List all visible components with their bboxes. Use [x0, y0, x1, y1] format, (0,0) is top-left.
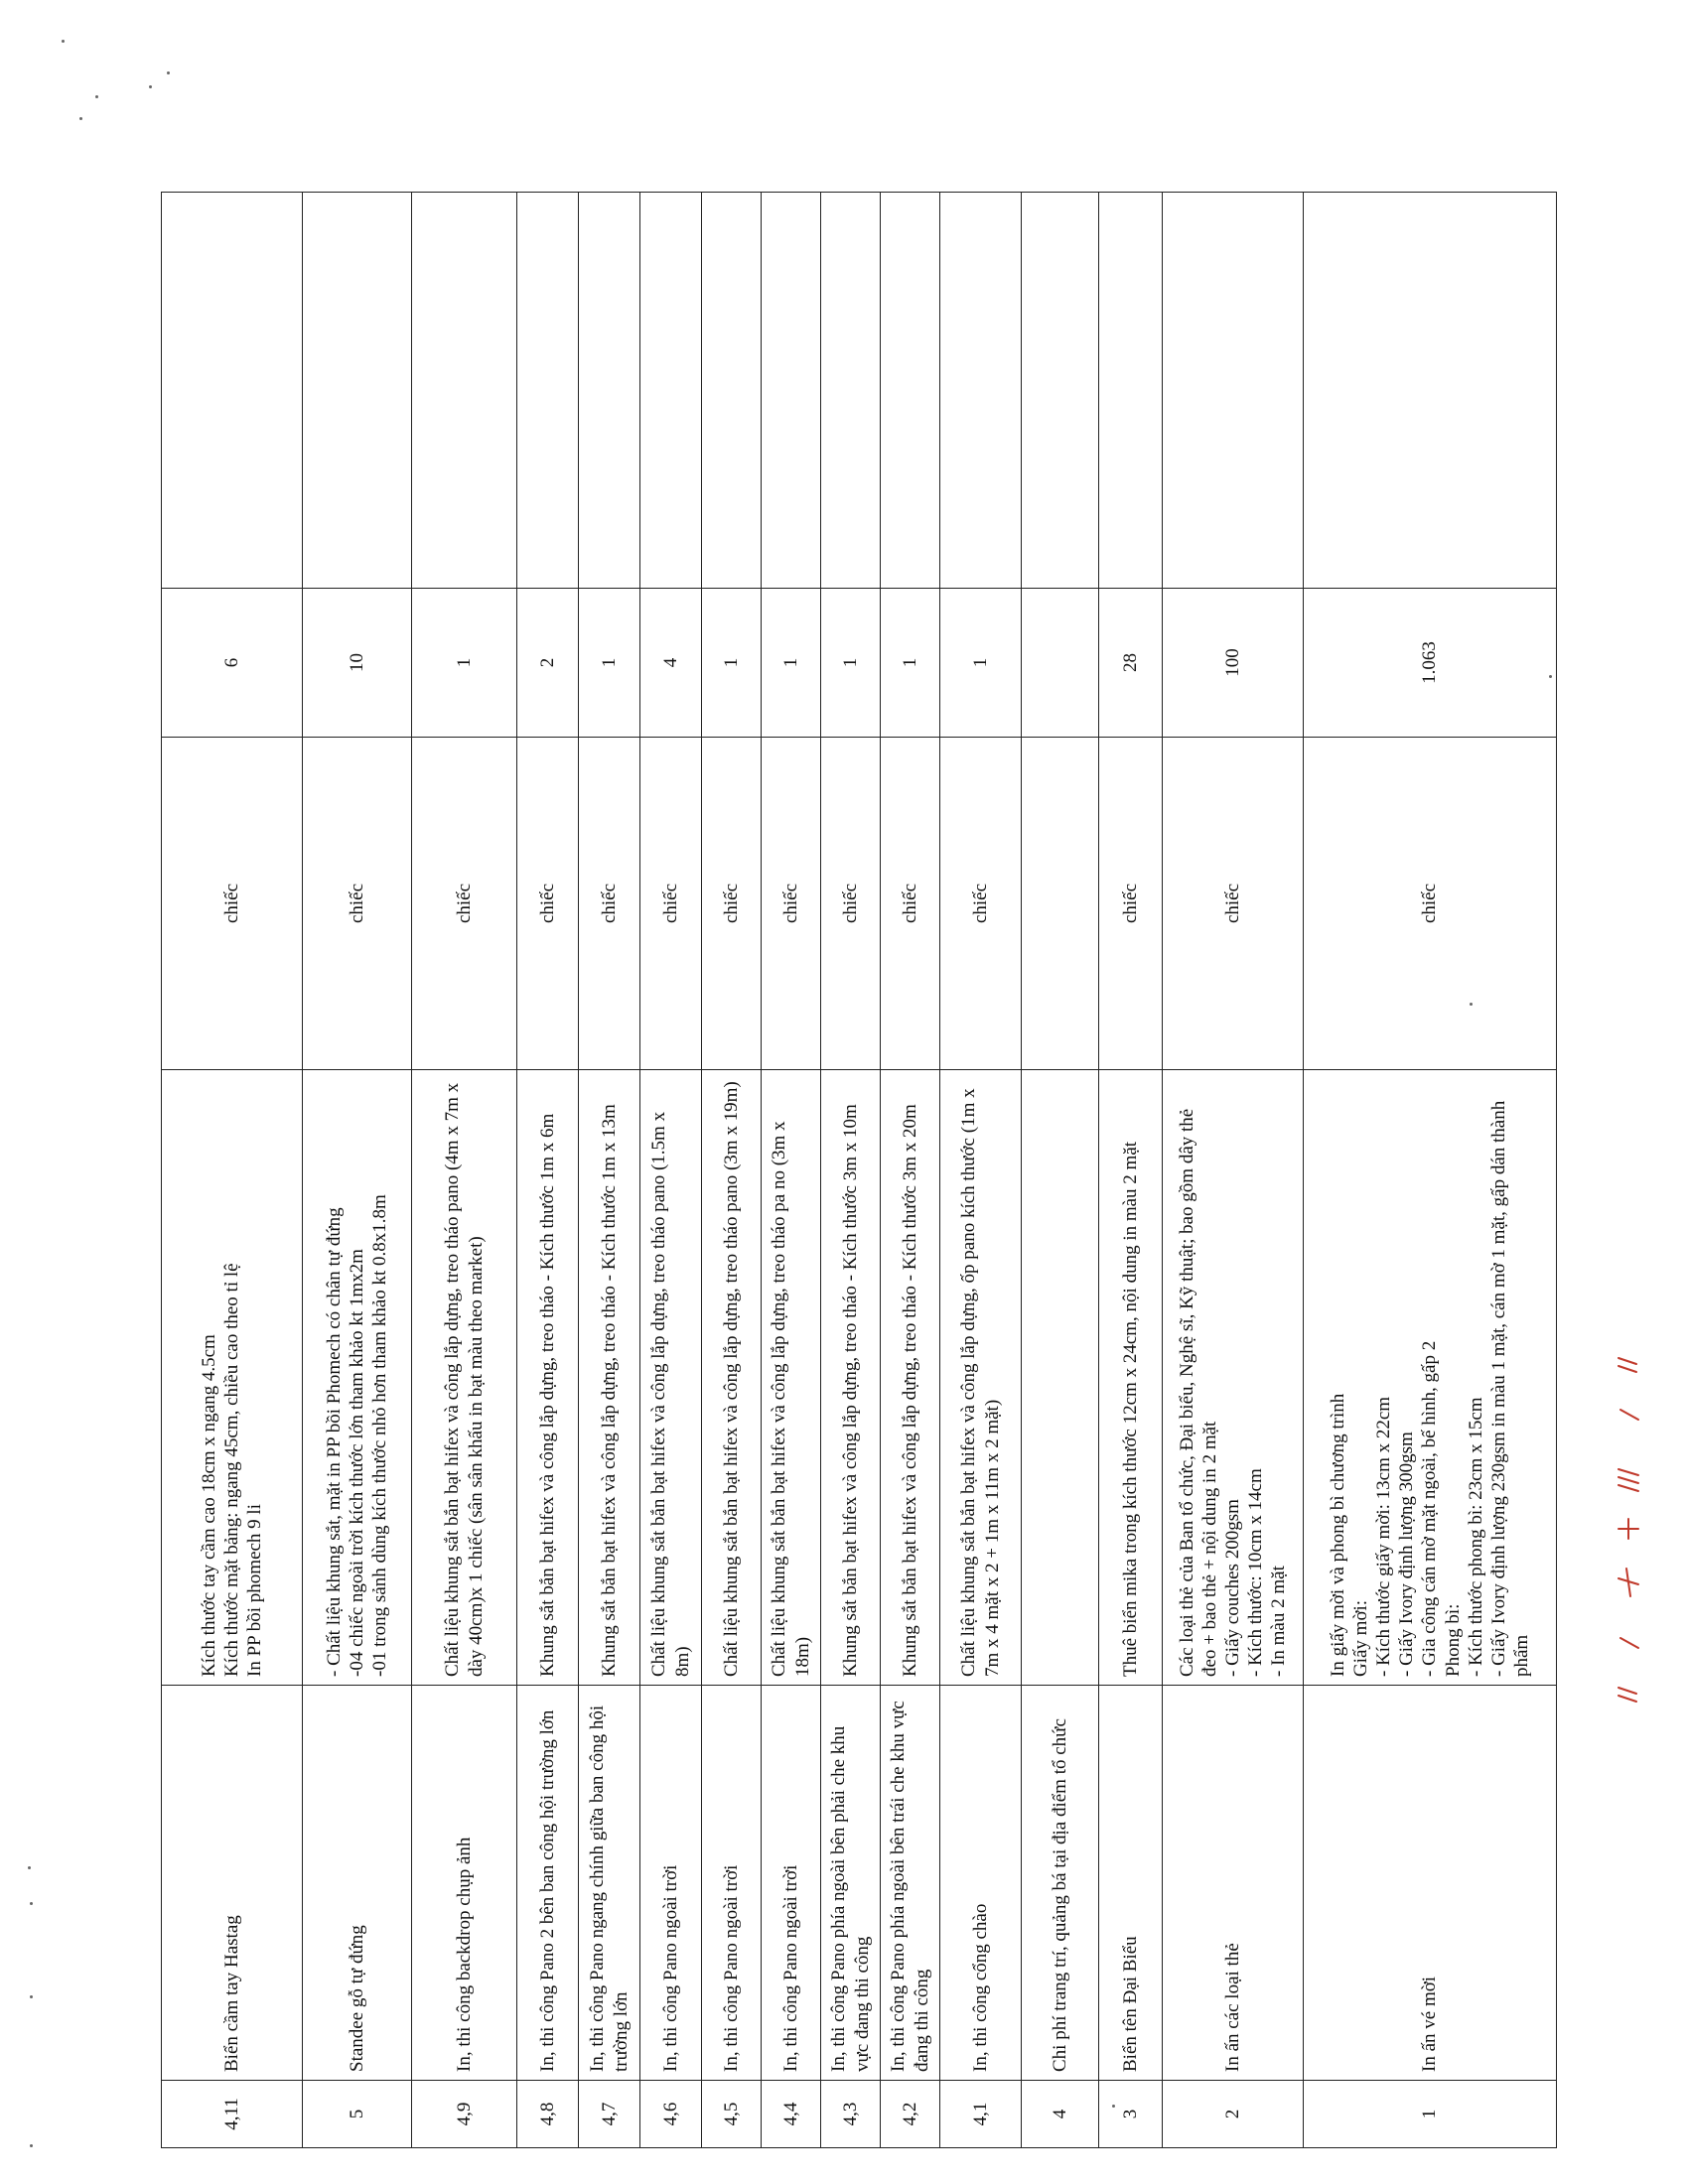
item-unit: chiếc	[1304, 738, 1557, 1070]
row-number: 4,5	[702, 2081, 762, 2148]
item-quantity: 4	[640, 589, 702, 738]
row-number: 1	[1304, 2081, 1557, 2148]
item-name: In ấn vé mời	[1304, 1686, 1557, 2081]
item-unit	[1022, 738, 1099, 1070]
item-empty-cell	[517, 193, 579, 589]
scan-speck	[1112, 2105, 1115, 2108]
row-number: 4,6	[640, 2081, 702, 2148]
item-unit: chiếc	[517, 738, 579, 1070]
item-empty-cell	[702, 193, 762, 589]
scan-speck	[95, 95, 98, 98]
item-name: In, thi công cổng chào	[940, 1686, 1022, 2081]
row-number: 5	[303, 2081, 412, 2148]
item-unit: chiếc	[1163, 738, 1304, 1070]
item-empty-cell	[162, 193, 303, 589]
item-quantity: 1	[821, 589, 881, 738]
item-empty-cell	[1099, 193, 1163, 589]
row-number: 4,11	[162, 2081, 303, 2148]
item-description: Kích thước tay cầm cao 18cm x ngang 4.5cm Kích thước mặt bảng: ngang 45cm, chiều cao theo tỉ lệ In PP bồi phomech 9 li	[162, 1070, 303, 1686]
quote-table	[161, 192, 1557, 2148]
item-empty-cell	[640, 193, 702, 589]
scan-speck	[1549, 675, 1552, 678]
row-number: 4,9	[412, 2081, 517, 2148]
table-row	[303, 193, 412, 2148]
row-number: 4,8	[517, 2081, 579, 2148]
item-empty-cell	[940, 193, 1022, 589]
item-unit: chiếc	[881, 738, 940, 1070]
table-row	[821, 193, 881, 2148]
item-empty-cell	[579, 193, 640, 589]
item-unit: chiếc	[821, 738, 881, 1070]
table-row	[1304, 193, 1557, 2148]
item-unit: chiếc	[412, 738, 517, 1070]
scan-speck	[30, 1902, 33, 1905]
item-name: In, thi công Pano ngoài trời	[702, 1686, 762, 2081]
item-unit: chiếc	[940, 738, 1022, 1070]
item-quantity: 1	[762, 589, 821, 738]
item-name: Biển cầm tay Hastag	[162, 1686, 303, 2081]
item-name: In, thi công Pano ngoài trời	[762, 1686, 821, 2081]
item-name: Chi phí trang trí, quảng bá tại địa điểm tổ chức	[1022, 1686, 1099, 2081]
quote-table-body	[162, 193, 1557, 2148]
item-empty-cell	[821, 193, 881, 589]
scan-speck	[1470, 1003, 1473, 1006]
item-quantity: 1	[881, 589, 940, 738]
item-unit: chiếc	[762, 738, 821, 1070]
item-empty-cell	[1022, 193, 1099, 589]
item-name: Standee gỗ tự đứng	[303, 1686, 412, 2081]
item-quantity: 1	[579, 589, 640, 738]
item-quantity: 100	[1163, 589, 1304, 738]
item-unit: chiếc	[303, 738, 412, 1070]
item-empty-cell	[1163, 193, 1304, 589]
item-quantity: 6	[162, 589, 303, 738]
item-unit: chiếc	[702, 738, 762, 1070]
item-empty-cell	[881, 193, 940, 589]
scan-speck	[28, 1866, 31, 1869]
item-description: Khung sắt bắn bạt hifex và công lắp dựng, treo tháo - Kích thước 3m x 10m	[821, 1070, 881, 1686]
table-row	[517, 193, 579, 2148]
scan-speck	[149, 85, 152, 88]
scan-speck	[167, 71, 170, 74]
item-empty-cell	[303, 193, 412, 589]
item-name: In, thi công Pano ngang chính giữa ban công hội trường lớn	[579, 1686, 640, 2081]
scan-speck	[30, 2144, 33, 2147]
item-description: Chất liệu khung sắt bắn bạt hifex và công lắp dựng, treo tháo pa no (3m x 18m)	[762, 1070, 821, 1686]
row-number: 4,7	[579, 2081, 640, 2148]
table-row	[1099, 193, 1163, 2148]
table-row	[1163, 193, 1304, 2148]
item-quantity	[1022, 589, 1099, 738]
item-description: Khung sắt bắn bạt hifex và công lắp dựng, treo tháo - Kích thước 3m x 20m	[881, 1070, 940, 1686]
item-unit: chiếc	[1099, 738, 1163, 1070]
scan-speck	[79, 117, 82, 120]
table-row	[412, 193, 517, 2148]
table-row	[579, 193, 640, 2148]
item-description: Khung sắt bắn bạt hifex và công lắp dựng, treo tháo - Kích thước 1m x 6m	[517, 1070, 579, 1686]
item-description	[1022, 1070, 1099, 1686]
item-unit: chiếc	[579, 738, 640, 1070]
item-description: Chất liệu khung sắt bắn bạt hifex và công lắp dựng, treo tháo pano (1.5m x 8m)	[640, 1070, 702, 1686]
item-description: Chất liệu khung sắt bắn bạt hifex và công lắp dựng, treo tháo pano (3m x 19m)	[702, 1070, 762, 1686]
item-name: In ấn các loại thẻ	[1163, 1686, 1304, 2081]
table-row	[640, 193, 702, 2148]
item-name: In, thi công Pano phía ngoài bên trái che khu vực đang thi công	[881, 1686, 940, 2081]
scan-speck	[62, 40, 65, 43]
table-row	[702, 193, 762, 2148]
row-number: 4,2	[881, 2081, 940, 2148]
row-number: 4,1	[940, 2081, 1022, 2148]
row-number: 3	[1099, 2081, 1163, 2148]
item-quantity: 10	[303, 589, 412, 738]
row-number: 4,3	[821, 2081, 881, 2148]
item-quantity: 1	[412, 589, 517, 738]
item-name: In, thi công backdrop chụp ảnh	[412, 1686, 517, 2081]
item-description: Thuê biển mika trong kích thước 12cm x 24cm, nội dung in màu 2 mặt	[1099, 1070, 1163, 1686]
item-description: Khung sắt bắn bạt hifex và công lắp dựng, treo tháo - Kích thước 1m x 13m	[579, 1070, 640, 1686]
item-description: Chất liệu khung sắt bắn bạt hifex và công lắp dựng, treo tháo pano (4m x 7m x dày 40cm)x 1 chiếc (sân sân khấu in bạt màu theo market)	[412, 1070, 517, 1686]
table-row	[881, 193, 940, 2148]
item-description: - Chất liệu khung sắt, mặt in PP bồi Phomech có chân tự đứng -04 chiếc ngoài trời kích thước lớn tham khảo kt 1mx2m -01 trong sảnh dùng kích thước nhỏ hơn tham khảo kt 0.8x1.8m	[303, 1070, 412, 1686]
item-name: In, thi công Pano 2 bên ban công hội trường lớn	[517, 1686, 579, 2081]
table-row	[1022, 193, 1099, 2148]
item-description: Các loại thẻ của Ban tổ chức, Đại biểu, Nghệ sĩ, Kỹ thuật; bao gồm dây thẻ đeo + bao thẻ + nội dung in 2 mặt - Giấy couches 200gsm - Kích thước: 10cm x 14cm - In màu 2 mặt	[1163, 1070, 1304, 1686]
item-quantity: 2	[517, 589, 579, 738]
item-name: In, thi công Pano phía ngoài bên phải che khu vực đang thi công	[821, 1686, 881, 2081]
row-number: 2	[1163, 2081, 1304, 2148]
item-quantity: 1.063	[1304, 589, 1557, 738]
item-empty-cell	[412, 193, 517, 589]
item-description: In giấy mời và phong bì chương trình Giấy mời: - Kích thước giấy mời: 13cm x 22cm - Giấy Ivory định lượng 300gsm - Gia công cán mờ mặt ngoài, bế hình, gấp 2 Phong bì: - Kích thước phong bì: 23cm x 15cm - Giấy Ivory định lượng 230gsm in màu 1 mặt, cán mờ 1 mặt, gấp dán thành phẩm	[1304, 1070, 1557, 1686]
row-number: 4	[1022, 2081, 1099, 2148]
item-name: Biển tên Đại Biểu	[1099, 1686, 1163, 2081]
row-number: 4,4	[762, 2081, 821, 2148]
item-quantity: 28	[1099, 589, 1163, 738]
item-unit: chiếc	[640, 738, 702, 1070]
item-empty-cell	[762, 193, 821, 589]
item-quantity: 1	[940, 589, 1022, 738]
item-description: Chất liệu khung sắt bắn bạt hifex và công lắp dựng, ốp pano kích thước (1m x 7m x 4 mặt x 2 + 1m x 11m x 2 mặt)	[940, 1070, 1022, 1686]
item-empty-cell	[1304, 193, 1557, 589]
handwritten-marks	[1609, 1350, 1648, 1767]
table-row	[940, 193, 1022, 2148]
rotated-table-container	[161, 193, 1557, 2148]
item-quantity: 1	[702, 589, 762, 738]
table-row	[162, 193, 303, 2148]
scan-speck	[30, 1995, 33, 1998]
item-unit: chiếc	[162, 738, 303, 1070]
table-row	[762, 193, 821, 2148]
item-name: In, thi công Pano ngoài trời	[640, 1686, 702, 2081]
